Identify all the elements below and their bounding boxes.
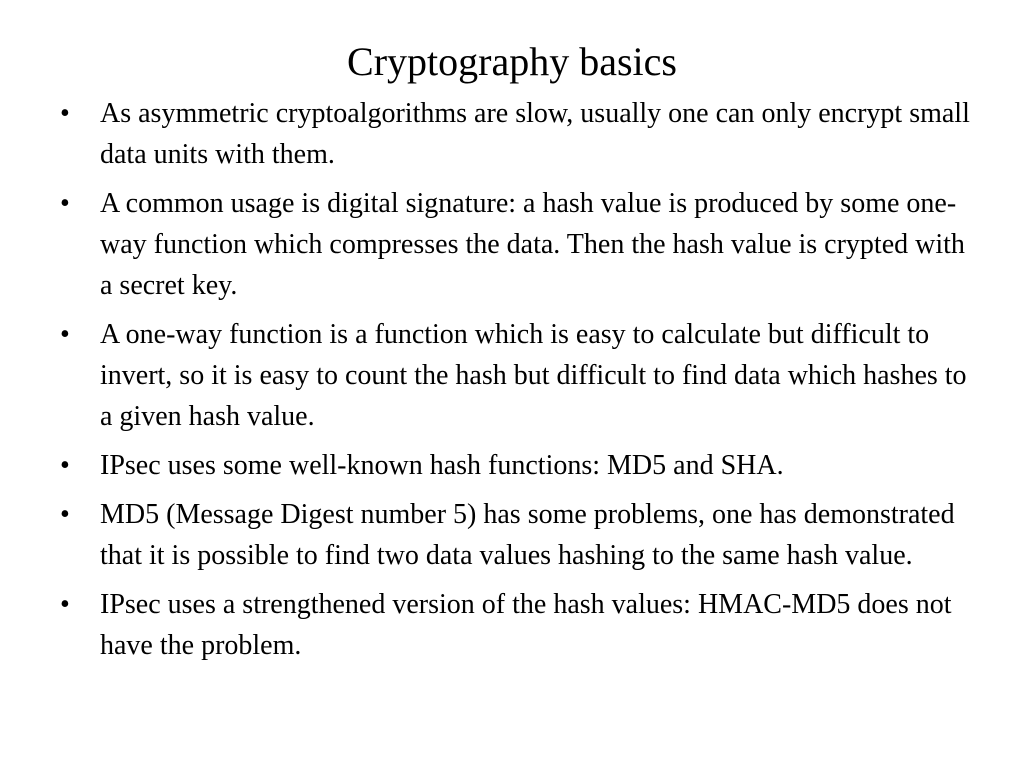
bullet-text: IPsec uses some well-known hash functions: MD5 and SHA. <box>100 450 784 481</box>
bullet-marker-icon: • <box>60 188 70 219</box>
bullet-text: IPsec uses a strengthened version of the hash values: HMAC-MD5 does not have the problem. <box>100 589 952 661</box>
bullet-text: A common usage is digital signature: a hash value is produced by some one-way function which compresses the data. Then the hash value is crypted with a secret key. <box>100 188 965 301</box>
bullet-item <box>60 314 980 437</box>
slide-title: Cryptography basics <box>347 39 677 84</box>
bullet-item <box>60 183 980 306</box>
bullet-text: A one-way function is a function which is easy to calculate but difficult to invert, so it is easy to count the hash but difficult to find data which hashes to a given hash value. <box>100 319 967 432</box>
bullet-marker-icon: • <box>60 450 70 481</box>
bullet-item <box>60 445 980 486</box>
bullet-marker-icon: • <box>60 98 70 129</box>
bullet-marker-icon: • <box>60 499 70 530</box>
bullet-text: As asymmetric cryptoalgorithms are slow, usually one can only encrypt small data units with them. <box>100 98 970 170</box>
bullet-item <box>60 494 980 576</box>
bullet-text: MD5 (Message Digest number 5) has some problems, one has demonstrated that it is possible to find two data values hashing to the same hash value. <box>100 499 955 571</box>
bullet-item <box>60 584 980 666</box>
bullet-marker-icon: • <box>60 589 70 620</box>
bullet-item <box>60 93 980 175</box>
bullet-list <box>60 93 980 674</box>
bullet-marker-icon: • <box>60 319 70 350</box>
